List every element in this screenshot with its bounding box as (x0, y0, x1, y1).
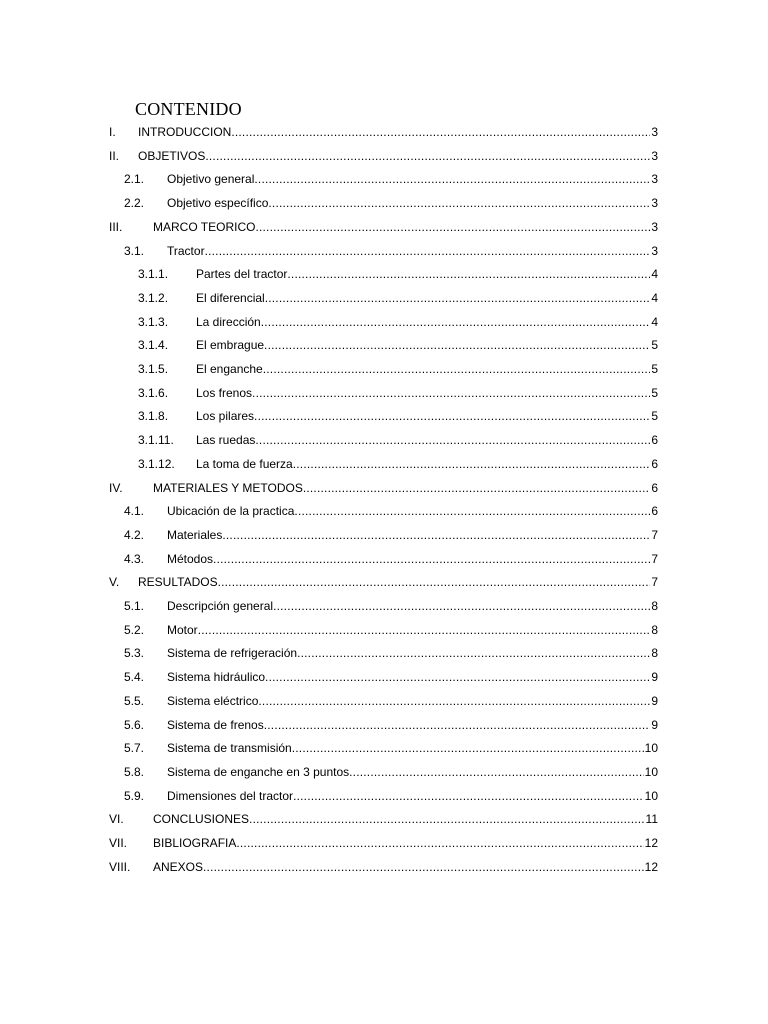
toc-entry-label: El embrague (196, 338, 265, 353)
toc-entry-number: 2.1. (124, 172, 145, 187)
toc-entry-page: 6 (651, 456, 658, 471)
toc-entry[interactable] (138, 261, 658, 283)
toc-entry-link[interactable] (167, 741, 658, 755)
toc-entry-page: 10 (644, 788, 658, 803)
toc-entry[interactable] (109, 475, 658, 497)
toc-entry[interactable] (124, 498, 658, 520)
toc-entry-number: 5.9. (124, 788, 145, 803)
toc-entry-label: MARCO TEORICO (153, 219, 256, 234)
toc-entry[interactable] (124, 783, 658, 805)
toc-dot-leader (349, 765, 644, 779)
toc-entry-label: OBJETIVOS (138, 148, 206, 163)
toc-entry-label: El diferencial (196, 290, 265, 305)
toc-entry-link[interactable] (167, 172, 658, 186)
toc-entry-page: 3 (651, 148, 658, 163)
toc-dot-leader (255, 433, 650, 447)
toc-dot-leader (205, 244, 651, 258)
toc-entry-link[interactable] (196, 409, 658, 423)
toc-entry-page: 7 (651, 575, 658, 590)
toc-entry-number: 5.2. (124, 622, 145, 637)
toc-entry-number: 2.2. (124, 196, 145, 211)
toc-entry-number: VIII. (109, 859, 131, 874)
toc-entry-page: 7 (651, 551, 658, 566)
toc-dot-leader (265, 291, 651, 305)
toc-entry-label: Los frenos (196, 385, 253, 400)
toc-entry[interactable] (109, 119, 658, 141)
toc-entry-link[interactable] (167, 599, 658, 613)
toc-entry-link[interactable] (138, 125, 658, 139)
toc-entry[interactable] (124, 664, 658, 686)
toc-entry-label: RESULTADOS (138, 575, 218, 590)
toc-entry-label: Descripción general (167, 599, 274, 613)
toc-entry-page: 6 (651, 480, 658, 495)
toc-dot-leader (231, 125, 650, 139)
toc-entry-label: Sistema de enganche en 3 puntos (167, 764, 350, 779)
toc-entry[interactable] (124, 688, 658, 710)
toc-entry[interactable] (124, 712, 658, 734)
toc-entry-label: MATERIALES Y METODOS (153, 480, 303, 495)
toc-entry-label: El enganche (196, 362, 263, 376)
toc-entry-link[interactable] (167, 646, 658, 660)
toc-entry-number: 5.5. (124, 693, 145, 708)
toc-entry-number: 5.6. (124, 717, 145, 732)
toc-entry-link[interactable] (153, 860, 658, 874)
toc-entry-page: 4 (651, 267, 658, 282)
toc-entry[interactable] (109, 143, 658, 165)
toc-dot-leader (293, 789, 644, 803)
toc-entry-number: III. (109, 219, 123, 234)
toc-entry[interactable] (124, 735, 658, 757)
toc-entry-page: 7 (651, 527, 658, 542)
toc-entry-link[interactable] (196, 267, 658, 281)
toc-entry-page: 5 (651, 362, 658, 376)
toc-entry-page: 9 (651, 693, 658, 708)
toc-dot-leader (255, 220, 650, 234)
toc-entry-label: Materiales (167, 527, 223, 542)
toc-entry[interactable] (138, 427, 658, 449)
toc-entry-label: Sistema eléctrico (167, 693, 259, 708)
toc-entry-page: 4 (651, 290, 658, 305)
toc-entry[interactable] (124, 593, 658, 615)
toc-entry[interactable] (109, 806, 658, 828)
toc-entry-page: 3 (651, 243, 658, 258)
toc-entry-number: 3.1.11. (138, 433, 174, 448)
toc-dot-leader (293, 457, 651, 471)
toc-dot-leader (205, 149, 650, 163)
toc-entry-page: 8 (651, 646, 658, 661)
toc-entry-page: 12 (644, 836, 658, 850)
toc-dot-leader (268, 196, 650, 210)
toc-dot-leader (213, 552, 650, 566)
toc-dot-leader (254, 409, 650, 423)
toc-entry-number: 5.4. (124, 670, 145, 685)
toc-entry[interactable] (138, 380, 658, 402)
toc-entry-number: 5.3. (124, 646, 145, 661)
toc-dot-leader (264, 718, 651, 732)
toc-entry-page: 5 (651, 409, 658, 424)
toc-entry[interactable] (109, 830, 658, 852)
toc-entry-link[interactable] (167, 789, 658, 803)
toc-entry-number: 3.1.8. (138, 409, 169, 424)
toc-entry-number: 3.1.3. (138, 314, 169, 329)
toc-entry-link[interactable] (167, 718, 658, 732)
toc-entry-link[interactable] (167, 504, 658, 518)
toc-entry-number: IV. (109, 480, 123, 495)
toc-dot-leader (222, 528, 650, 542)
toc-dot-leader (203, 860, 644, 874)
toc-dot-leader (294, 504, 650, 518)
toc-entry-label: La toma de fuerza (196, 456, 293, 471)
toc-entry-label: BIBLIOGRAFIA (153, 836, 237, 850)
toc-entry-link[interactable] (167, 552, 658, 566)
toc-dot-leader (297, 646, 650, 660)
toc-entry-number: 3.1.5. (138, 362, 169, 376)
toc-entry-label: Tractor (167, 243, 205, 258)
toc-entry-page: 8 (651, 599, 658, 613)
toc-entry-label: Métodos (167, 551, 214, 566)
toc-dot-leader (273, 599, 650, 613)
toc-entry-label: INTRODUCCION (138, 125, 232, 139)
toc-entry-label: ANEXOS (153, 859, 204, 874)
toc-entry-link[interactable] (138, 575, 658, 589)
toc-dot-leader (218, 575, 651, 589)
toc-entry-number: VI. (109, 812, 124, 827)
toc-dot-leader (198, 623, 651, 637)
toc-entry-page: 3 (651, 172, 658, 187)
toc-entry-page: 11 (645, 812, 658, 827)
toc-dot-leader (263, 362, 651, 376)
toc-dot-leader (252, 386, 650, 400)
toc-entry-label: Los pilares (196, 409, 255, 424)
toc-entry-link[interactable] (196, 338, 658, 352)
toc-entry-link[interactable] (167, 694, 658, 708)
toc-entry[interactable] (124, 759, 658, 781)
toc-entry-link[interactable] (196, 362, 658, 376)
toc-entry-label: Dimensiones del tractor (167, 788, 294, 803)
toc-entry-link[interactable] (138, 149, 658, 163)
toc-entry-label: Sistema hidráulico (167, 670, 266, 685)
toc-entry[interactable] (124, 190, 658, 212)
toc-entry-label: La dirección (196, 314, 261, 329)
toc-entry-label: Objetivo específico (167, 196, 269, 211)
toc-entry-label: Sistema de transmisión (167, 741, 292, 756)
toc-dot-leader (265, 670, 650, 684)
toc-entry-page: 4 (651, 314, 658, 329)
toc-dot-leader (258, 694, 650, 708)
toc-entry-number: 4.1. (124, 504, 145, 519)
toc-entry-page: 6 (651, 504, 658, 519)
toc-entry-link[interactable] (167, 765, 658, 779)
toc-entry-number: 3.1.4. (138, 338, 169, 353)
toc-entry-link[interactable] (167, 528, 658, 542)
toc-dot-leader (254, 172, 650, 186)
toc-dot-leader (292, 741, 644, 755)
toc-entry-link[interactable] (196, 457, 658, 471)
toc-entry-link[interactable] (196, 315, 658, 329)
toc-entry-number: 3.1.2. (138, 290, 169, 305)
toc-entry-link[interactable] (153, 220, 658, 234)
toc-dot-leader (261, 315, 651, 329)
toc-entry-label: Partes del tractor (196, 267, 288, 282)
toc-entry-label: CONCLUSIONES (153, 812, 250, 827)
toc-entry[interactable] (138, 451, 658, 473)
toc-title: CONTENIDO (135, 99, 242, 119)
toc-entry-number: 5.7. (124, 741, 145, 756)
toc-entry-number: II. (109, 148, 120, 163)
toc-entry-number: 5.1. (124, 599, 145, 613)
toc-entry[interactable] (124, 238, 658, 260)
toc-entry[interactable] (109, 214, 658, 236)
toc-entry-label: Ubicación de la practica (167, 504, 295, 519)
toc-entry-link[interactable] (167, 196, 658, 210)
toc-entry-number: I. (109, 125, 116, 139)
toc-entry-link[interactable] (153, 812, 658, 826)
toc-entry-page: 10 (644, 741, 658, 756)
toc-entry-number: V. (109, 575, 120, 590)
toc-entry[interactable] (124, 640, 658, 662)
toc-entry[interactable] (138, 403, 658, 425)
toc-entry[interactable] (138, 285, 658, 307)
toc-entry-page: 5 (651, 338, 658, 353)
toc-entry-number: 4.2. (124, 527, 145, 542)
toc-entry-number: VII. (109, 836, 128, 850)
toc-entry[interactable] (109, 854, 658, 876)
toc-entry-number: 3.1.6. (138, 385, 169, 400)
toc-entry-number: 4.3. (124, 551, 145, 566)
toc-dot-leader (236, 836, 643, 850)
toc-entry[interactable] (124, 522, 658, 544)
toc-dot-leader (264, 338, 650, 352)
toc-entry-link[interactable] (167, 623, 658, 637)
toc-dot-leader (287, 267, 650, 281)
toc-entry-page: 6 (651, 433, 658, 448)
toc-entry-label: Sistema de frenos (167, 717, 264, 732)
toc-entry-link[interactable] (196, 386, 658, 400)
toc-entry-page: 9 (651, 670, 658, 685)
toc-entry-page: 8 (651, 622, 658, 637)
toc-entry-page: 9 (651, 717, 658, 732)
toc-entry-label: Objetivo general (167, 172, 255, 187)
toc-dot-leader (249, 812, 645, 826)
toc-entry-page: 5 (651, 385, 658, 400)
toc-entry-page: 3 (651, 125, 658, 139)
toc-entry-number: 3.1. (124, 243, 145, 258)
toc-entry-page: 3 (651, 219, 658, 234)
toc-entry-number: 5.8. (124, 764, 145, 779)
toc-entry[interactable] (124, 546, 658, 568)
toc-entry[interactable] (109, 569, 658, 591)
toc-entry-link[interactable] (167, 670, 658, 684)
toc-entry-page: 10 (644, 764, 658, 779)
toc-entry[interactable] (124, 617, 658, 639)
toc-entry-label: Las ruedas (196, 433, 256, 448)
toc-entry-number: 3.1.1. (138, 267, 169, 282)
toc-entry-page: 12 (644, 859, 658, 874)
toc-entry-label: Motor (167, 622, 198, 637)
toc-entry-link[interactable] (153, 481, 658, 495)
toc-entry-page: 3 (651, 196, 658, 211)
toc-entry-link[interactable] (196, 433, 658, 447)
toc-entry-link[interactable] (153, 836, 658, 850)
toc-entry[interactable] (138, 332, 658, 354)
toc-entry-label: Sistema de refrigeración (167, 646, 298, 661)
toc-entry[interactable] (138, 309, 658, 331)
toc-entry[interactable] (124, 166, 658, 188)
toc-dot-leader (303, 481, 650, 495)
toc-entry-link[interactable] (196, 291, 658, 305)
toc-entry-number: 3.1.12. (138, 456, 175, 471)
toc-entry[interactable] (138, 356, 658, 378)
toc-entry-link[interactable] (167, 244, 658, 258)
